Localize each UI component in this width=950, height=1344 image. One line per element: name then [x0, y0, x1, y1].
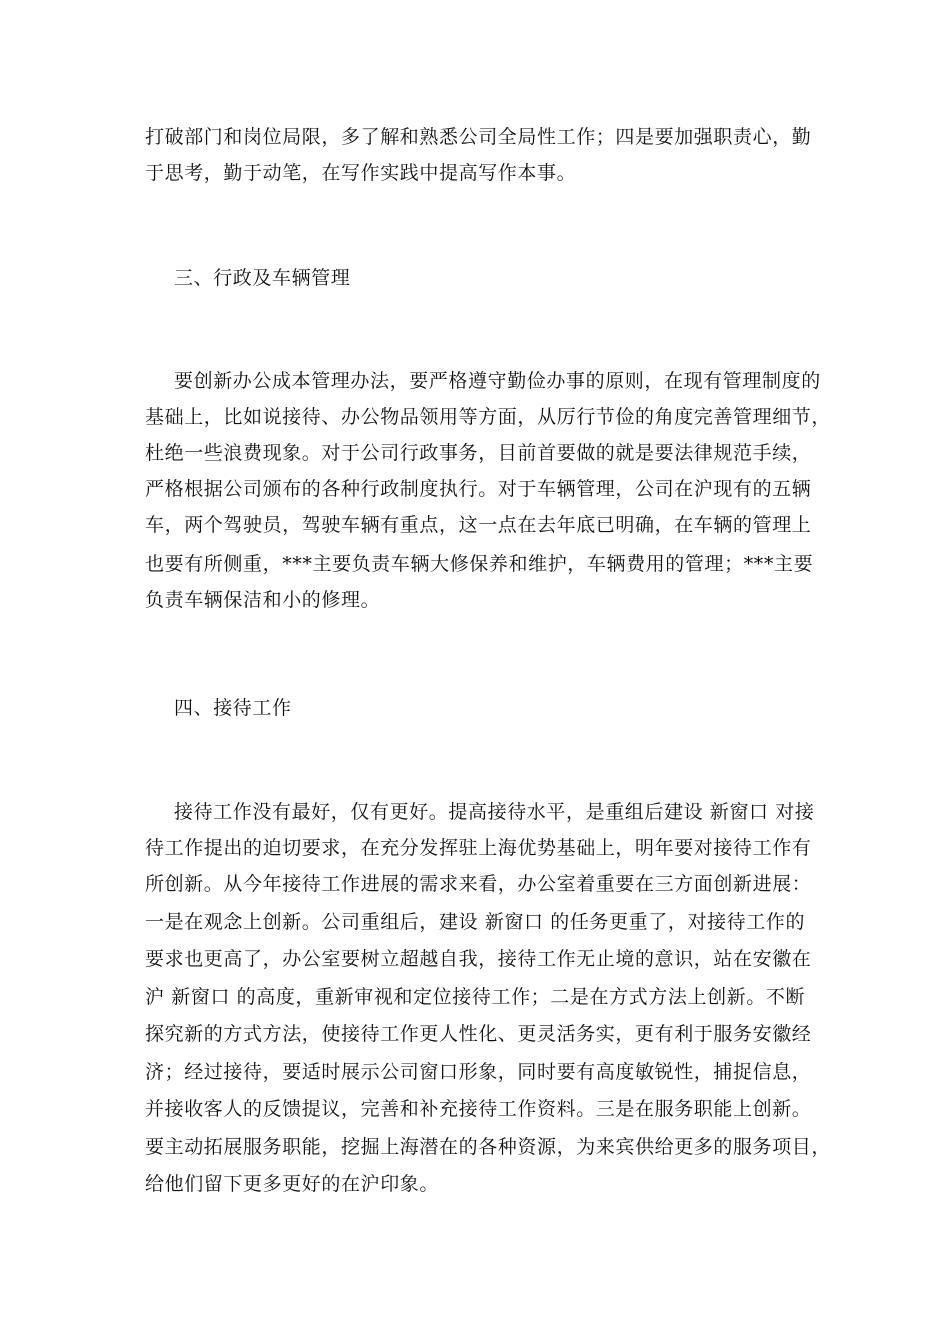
paragraph-line: 打破部门和岗位局限，多了解和熟悉公司全局性工作；四是要加强职责心，勤: [145, 126, 812, 148]
paragraph-line: 沪 新窗口 的高度，重新审视和定位接待工作；二是在方式方法上创新。不断: [145, 986, 806, 1008]
paragraph-line: 要创新办公成本管理办法，要严格遵守勤俭办事的原则，在现有管理制度的: [174, 370, 821, 392]
paragraph-line: 于思考，勤于动笔，在写作实践中提高写作本事。: [145, 162, 577, 184]
paragraph-line: 严格根据公司颁布的各种行政制度执行。对于车辆管理，公司在沪现有的五辆: [145, 478, 812, 500]
paragraph-line: 所创新。从今年接待工作进展的需求来看，办公室着重要在三方面创新进展：: [145, 873, 812, 895]
paragraph-line: 待工作提出的迫切要求，在充分发挥驻上海优势基础上，明年要对接待工作有: [145, 837, 812, 859]
paragraph-line: 要求也更高了，办公室要树立超越自我，接待工作无止境的意识，站在安徽在: [145, 948, 812, 970]
paragraph-line: 也要有所侧重，***主要负责车辆大修保养和维护，车辆费用的管理；***主要: [145, 553, 814, 575]
paragraph-line: 杜绝一些浪费现象。对于公司行政事务，目前首要做的就是要法律规范手续，: [145, 442, 812, 464]
paragraph-line: 接待工作没有最好，仅有更好。提高接待水平，是重组后建设 新窗口 对接: [174, 801, 815, 823]
paragraph-line: 探究新的方式方法，使接待工作更人性化、更灵活务实，更有利于服务安徽经: [145, 1023, 812, 1045]
paragraph-line: 要主动拓展服务职能，挖掘上海潜在的各种资源，为来宾供给更多的服务项目，: [145, 1136, 832, 1158]
section-heading: 三、行政及车辆管理: [174, 267, 351, 289]
paragraph-line: 基础上，比如说接待、办公物品领用等方面，从厉行节俭的角度完善管理细节，: [145, 406, 832, 428]
paragraph-line: 给他们留下更多更好的在沪印象。: [145, 1173, 440, 1195]
section-heading: 四、接待工作: [174, 697, 292, 719]
paragraph-line: 一是在观念上创新。公司重组后，建设 新窗口 的任务更重了，对接待工作的: [145, 911, 806, 933]
paragraph-line: 负责车辆保洁和小的修理。: [145, 589, 381, 611]
paragraph-line: 车，两个驾驶员，驾驶车辆有重点，这一点在去年底已明确，在车辆的管理上: [145, 514, 812, 536]
paragraph-line: 并接收客人的反馈提议，完善和补充接待工作资料。三是在服务职能上创新。: [145, 1098, 812, 1120]
paragraph-line: 济；经过接待，要适时展示公司窗口形象，同时要有高度敏锐性，捕捉信息，: [145, 1061, 812, 1083]
